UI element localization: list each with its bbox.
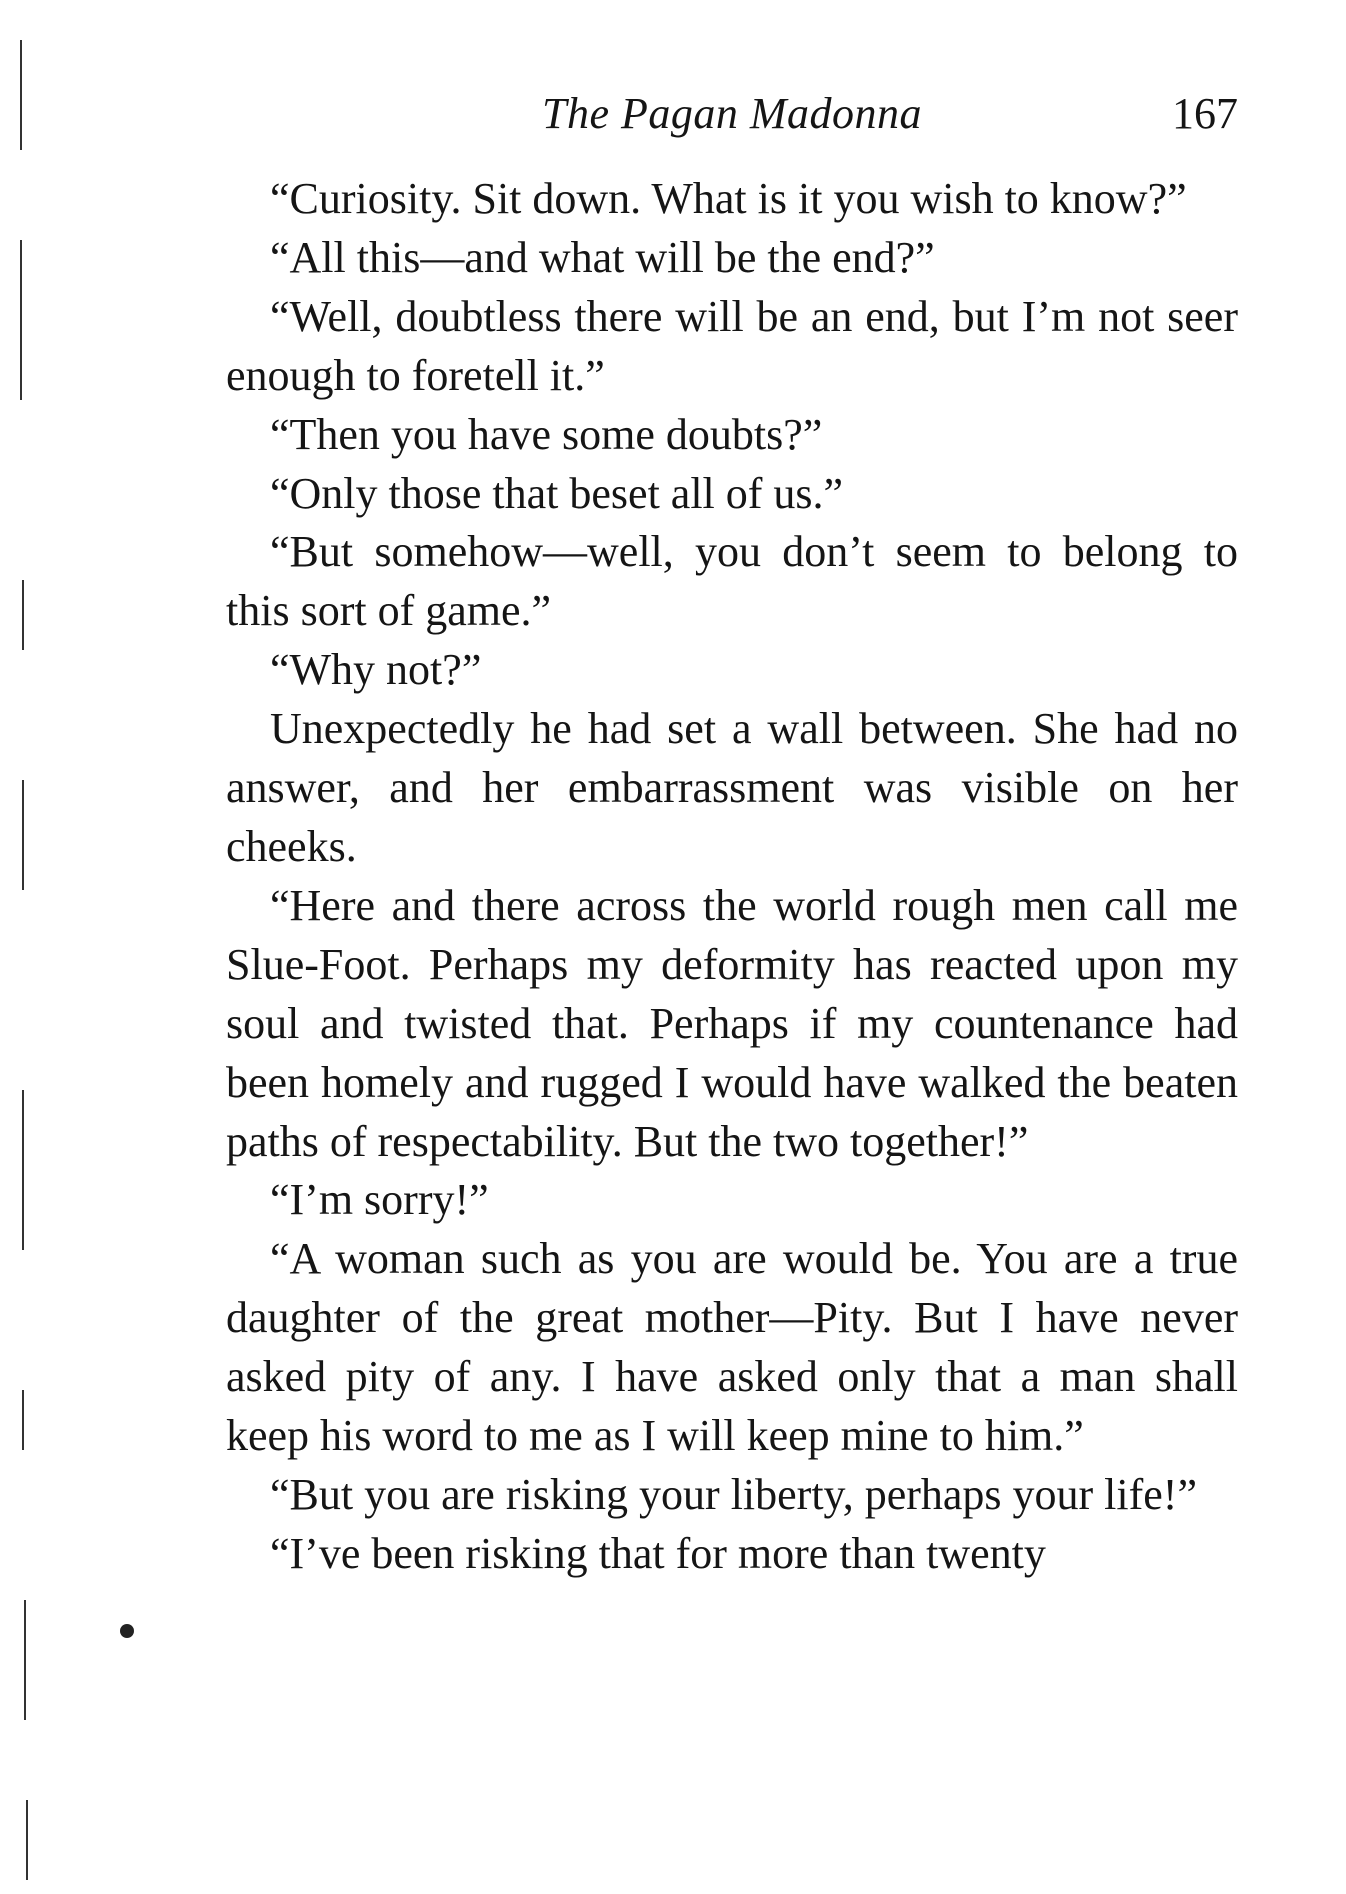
scan-gutter-mark	[24, 1600, 26, 1720]
paragraph: “I’ve been risking that for more than twenty	[270, 1528, 1046, 1578]
paragraph: “Well, doubtless there will be an end, but I’m not seer enough to foretell it.”	[226, 291, 1238, 400]
paragraph: “Then you have some doubts?”	[270, 409, 823, 459]
scan-gutter-mark	[22, 580, 24, 650]
scan-gutter-mark	[22, 1090, 24, 1250]
paragraph: “I’m sorry!”	[270, 1175, 489, 1225]
page-number: 167	[1172, 89, 1238, 138]
paragraph: “But somehow—well, you don’t seem to belong to this sort of game.”	[226, 527, 1238, 636]
paragraph: “A woman such as you are would be. You are a true daughter of the great mother—Pity. But I have never asked pity of any. I have asked only that a man shall keep his word to me as I will keep mine to him.”	[226, 1234, 1238, 1461]
scan-gutter-mark	[26, 1800, 28, 1880]
scan-gutter-mark	[20, 240, 22, 400]
paragraph: “Here and there across the world rough men call me Slue-Foot. Perhaps my deformity has reacted upon my soul and twisted that. Perhaps if my countenance had been homely and rugged I would have walked the beaten paths of respectability. But the two together!”	[226, 880, 1238, 1166]
paragraph: “All this—and what will be the end?”	[270, 232, 935, 282]
paragraph: “Only those that beset all of us.”	[270, 468, 844, 518]
page-header	[226, 88, 1238, 148]
running-title: The Pagan Madonna	[541, 89, 923, 138]
paragraph: “Curiosity. Sit down. What is it you wish to know?”	[270, 174, 1187, 223]
ink-speck	[120, 1624, 134, 1638]
scan-gutter-mark	[22, 1390, 24, 1450]
scan-gutter-mark	[20, 40, 22, 150]
paragraph: “Why not?”	[270, 645, 482, 695]
paragraph: Unexpectedly he had set a wall between. She had no answer, and her embarrassment was visible on her cheeks.	[226, 704, 1238, 871]
paragraph: “But you are risking your liberty, perhaps your life!”	[270, 1469, 1197, 1519]
body-text	[226, 170, 1238, 1584]
scan-gutter-mark	[22, 780, 24, 890]
